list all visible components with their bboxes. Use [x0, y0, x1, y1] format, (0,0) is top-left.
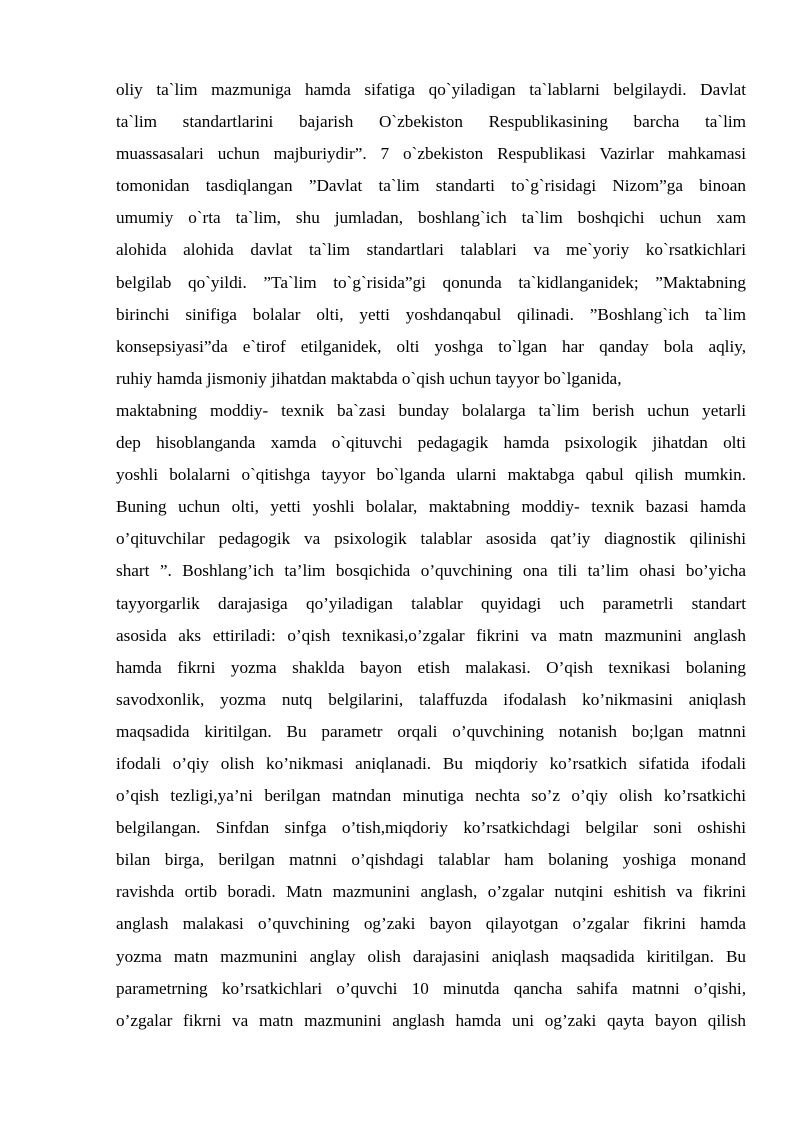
- text-line-8: birinchi sinifiga bolalar olti, yetti yoshdanqabul qilinadi. ”Boshlang`ich ta`lim: [116, 304, 746, 324]
- text-line-14: Buning uchun olti, yetti yoshli bolalar, maktabning moddiy- texnik bazasi hamda: [116, 497, 746, 517]
- text-line-1: oliy ta`lim mazmuniga hamda sifatiga qo`yiladigan ta`lablarni belgilaydi. Davlat: [116, 80, 746, 99]
- text-line-18: asosida aks ettiriladi: o’qish texnikasi,o’zgalar fikrini va matn mazmunini anglash: [116, 625, 746, 645]
- text-line-23: o’qish tezligi,ya’ni berilgan matndan minutiga nechta so’z o’qiy olish ko’rsatkichi: [116, 786, 746, 806]
- text-line-15: o’qituvchilar pedagogik va psixologik talablar asosida qat’iy diagnostik qilinishi: [116, 529, 746, 549]
- text-line-28: yozma matn mazmunini anglay olish darajasini aniqlash maqsadida kiritilgan. Bu: [116, 946, 746, 966]
- text-line-10: ruhiy hamda jismoniy jihatdan maktabda o`qish uchun tayyor bo`lganida,: [116, 368, 622, 388]
- text-line-26: ravishda ortib boradi. Matn mazmunini anglash, o’zgalar nutqini eshitish va fikrini: [116, 882, 746, 902]
- text-line-13: yoshli bolalarni o`qitishga tayyor bo`lganda ularni maktabga qabul qilish mumkin.: [116, 465, 746, 485]
- body-text: [116, 74, 746, 1037]
- text-line-29: parametrning ko’rsatkichlari o’quvchi 10 minutda qancha sahifa matnni o’qishi,: [116, 978, 746, 998]
- text-line-5: umumiy o`rta ta`lim, shu jumladan, boshlang`ich ta`lim boshqichi uchun xam: [116, 208, 746, 228]
- text-line-24: belgilangan. Sinfdan sinfga o’tish,miqdoriy ko’rsatkichdagi belgilar soni oshishi: [116, 818, 746, 838]
- text-line-4: tomonidan tasdiqlangan ”Davlat ta`lim standarti to`g`risidagi Nizom”ga binoan: [116, 176, 746, 196]
- text-line-9: konsepsiyasi”da e`tirof etilganidek, olti yoshga to`lgan har qanday bola aqliy,: [116, 336, 746, 356]
- text-line-17: tayyorgarlik darajasiga qo’yiladigan talablar quyidagi uch parametrli standart: [116, 593, 746, 613]
- text-line-3: muassasalari uchun majburiydir”. 7 o`zbekiston Respublikasi Vazirlar mahkamasi: [116, 144, 746, 164]
- text-line-12: dep hisoblanganda xamda o`qituvchi pedagagik hamda psixologik jihatdan olti: [116, 433, 746, 453]
- text-line-25: bilan birga, berilgan matnni o’qishdagi talablar ham bolaning yoshiga monand: [116, 850, 746, 870]
- text-line-6: alohida alohida davlat ta`lim standartlari talablari va me`yoriy ko`rsatkichlari: [116, 240, 746, 260]
- text-line-30: o’zgalar fikrni va matn mazmunini anglash hamda uni og’zaki qayta bayon qilish: [116, 1010, 746, 1030]
- text-line-20: savodxonlik, yozma nutq belgilarini, talaffuzda ifodalash ko’nikmasini aniqlash: [116, 689, 746, 709]
- text-line-7: belgilab qo`yildi. ”Ta`lim to`g`risida”gi qonunda ta`kidlanganidek; ”Maktabning: [116, 272, 746, 292]
- text-line-11: maktabning moddiy- texnik ba`zasi bunday bolalarga ta`lim berish uchun yetarli: [116, 400, 746, 420]
- text-line-19: hamda fikrni yozma shaklda bayon etish malakasi. O’qish texnikasi bolaning: [116, 657, 746, 677]
- text-line-16: shart ”. Boshlang’ich ta’lim bosqichida o’quvchining ona tili ta’lim ohasi bo’yicha: [116, 561, 746, 581]
- text-line-27: anglash malakasi o’quvchining og’zaki bayon qilayotgan o’zgalar fikrini hamda: [116, 914, 746, 934]
- text-line-2: ta`lim standartlarini bajarish O`zbekiston Respublikasining barcha ta`lim: [116, 112, 746, 132]
- text-line-21: maqsadida kiritilgan. Bu parametr orqali o’quvchining notanish bo;lgan matnni: [116, 721, 746, 741]
- text-line-22: ifodali o’qiy olish ko’nikmasi aniqlanadi. Bu miqdoriy ko’rsatkich sifatida ifodali: [116, 753, 746, 773]
